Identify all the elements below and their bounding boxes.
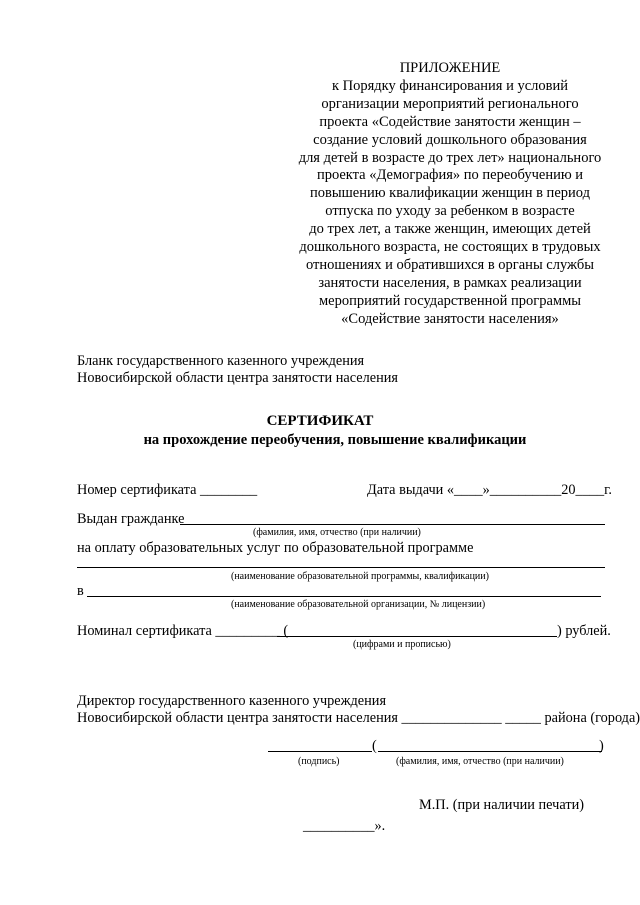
program-caption: (наименование образовательной программы, квалификации) xyxy=(231,571,489,582)
appendix-line: занятости населения, в рамках реализации xyxy=(318,274,582,291)
director-title-line-2: Новосибирской области центра занятости населения ______________ _____ района (города) xyxy=(77,710,640,726)
signature-paren-open: ( xyxy=(372,738,377,754)
issue-date-field: Дата выдачи «____»__________20____г. xyxy=(367,482,612,498)
appendix-line: отпуска по уходу за ребенком в возрасте xyxy=(325,203,575,220)
appendix-line: проекта «Демография» по переобучению и xyxy=(316,167,584,184)
signature-paren-close: ) xyxy=(599,738,604,754)
appendix-line: ПРИЛОЖЕНИЕ xyxy=(399,60,501,76)
certificate-number-field: Номер сертификата ________ xyxy=(77,482,258,498)
stamp-note: М.П. (при наличии печати) xyxy=(419,797,584,813)
full-name-underline xyxy=(378,751,602,752)
issued-to-caption: (фамилия, имя, отчество (при наличии) xyxy=(253,527,421,538)
letterhead-line-1: Бланк государственного казенного учреждения xyxy=(77,353,365,369)
issued-to-underline xyxy=(180,524,605,525)
appendix-line: «Содействие занятости населения» xyxy=(341,310,559,327)
director-title-line-1: Директор государственного казенного учреждения xyxy=(77,693,387,709)
signature-caption: (подпись) xyxy=(298,756,340,767)
appendix-line: повышению квалификации женщин в период xyxy=(310,185,590,202)
certificate-title: СЕРТИФИКАТ xyxy=(266,413,374,429)
appendix-line: создание условий дошкольного образования xyxy=(313,131,587,148)
organization-underline xyxy=(87,596,601,597)
date-line: __________». xyxy=(303,818,386,834)
appendix-line: мероприятий государственной программы xyxy=(319,292,581,309)
organization-prefix: в xyxy=(77,583,84,599)
appendix-line: к Порядку финансирования и условий xyxy=(331,77,569,94)
appendix-line: организации мероприятий регионального xyxy=(321,95,579,112)
organization-caption: (наименование образовательной организации, № лицензии) xyxy=(231,599,486,610)
signature-underline xyxy=(268,751,372,752)
appendix-line: до трех лет, а также женщин, имеющих детей xyxy=(309,221,591,238)
appendix-block xyxy=(280,60,620,329)
appendix-line: отношениях и обратившихся в органы службы xyxy=(306,256,594,273)
payment-purpose-label: на оплату образовательных услуг по образовательной программе xyxy=(77,540,474,556)
nominal-caption: (цифрами и прописью) xyxy=(353,639,451,650)
appendix-line: проекта «Содействие занятости женщин – xyxy=(319,113,581,130)
letterhead-line-2: Новосибирской области центра занятости населения xyxy=(77,370,398,386)
full-name-caption: (фамилия, имя, отчество (при наличии) xyxy=(396,756,564,767)
certificate-subtitle: на прохождение переобучения, повышение квалификации xyxy=(143,432,527,448)
appendix-line: дошкольного возраста, не состоящих в трудовых xyxy=(299,239,601,256)
nominal-label: Номинал сертификата _________ ( xyxy=(77,623,289,639)
appendix-line: для детей в возрасте до трех лет» национального xyxy=(298,149,602,166)
issued-to-label: Выдан гражданке xyxy=(77,511,185,527)
program-underline xyxy=(77,567,605,568)
nominal-underline xyxy=(277,636,557,637)
nominal-currency: ) рублей. xyxy=(557,623,611,639)
